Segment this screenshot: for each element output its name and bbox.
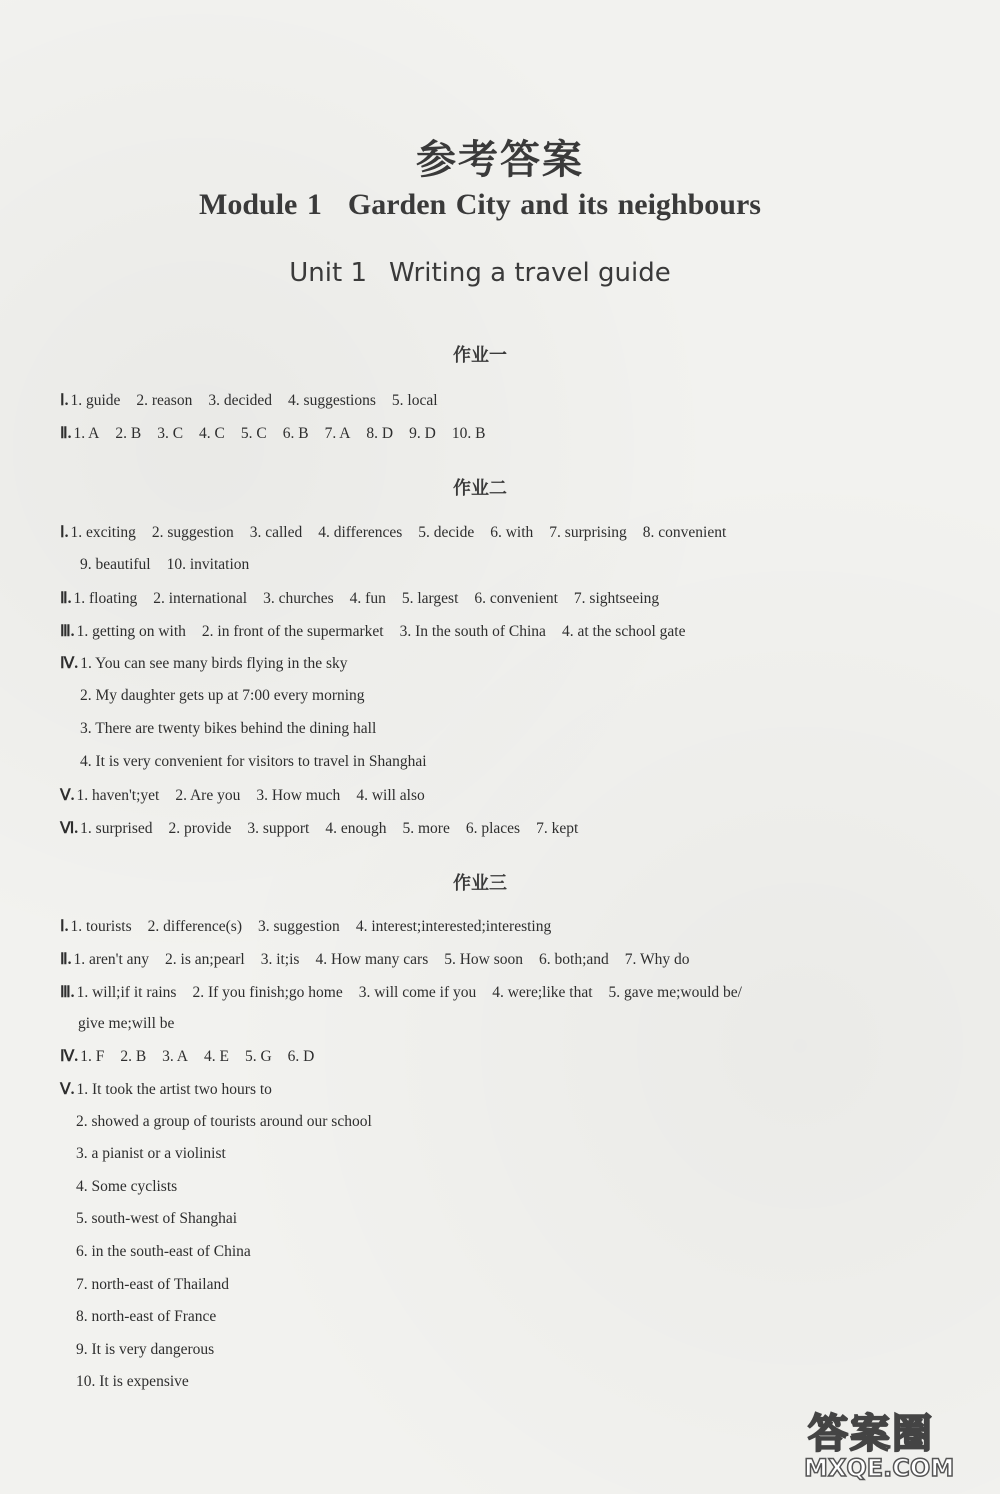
answer-item: 7. sightseeing [573, 590, 660, 607]
answer-item: 10. invitation [166, 556, 250, 573]
unit-label: Unit 1 [289, 258, 367, 288]
answer-row [80, 556, 265, 574]
answer-item: 10. B [451, 425, 486, 442]
answer-item: 1. will;if it rains [76, 984, 177, 1001]
answer-item: 3. called [249, 524, 303, 541]
answer-item: 2. is an;pearl [165, 951, 245, 968]
watermark-logo [800, 1402, 990, 1488]
answer-row [60, 950, 706, 969]
answer-row [60, 391, 454, 410]
watermark-chars: 答案圈 [808, 1411, 934, 1457]
answer-item: 3. churches [263, 590, 334, 607]
answer-item: 5. largest [401, 590, 459, 607]
answer-row [60, 424, 501, 443]
answer-row [60, 1080, 288, 1099]
roman-numeral: Ⅰ. [60, 918, 69, 935]
answer-item: 2. showed a group of tourists around our school [76, 1112, 372, 1130]
answer-item: 2. Are you [175, 787, 241, 804]
answer-item: 5. How soon [444, 951, 524, 968]
answer-item: 1. guide [70, 392, 121, 409]
answer-item: 1. aren't any [73, 951, 150, 968]
answer-row [80, 753, 443, 771]
answer-row [76, 1276, 245, 1294]
unit-name: Writing a travel guide [389, 258, 671, 288]
answer-row [80, 720, 392, 738]
answer-row [78, 1015, 190, 1033]
answer-item: 6. both;and [539, 951, 609, 968]
roman-numeral: Ⅰ. [60, 524, 69, 541]
answer-item: 1. You can see many birds flying in the sky [80, 655, 348, 672]
answer-row [60, 1047, 330, 1066]
answer-item: 2. B [115, 425, 142, 442]
roman-numeral: Ⅱ. [60, 425, 72, 442]
answer-item: 4. How many cars [315, 951, 429, 968]
answer-row [76, 1308, 232, 1326]
answer-row [60, 523, 742, 542]
answer-item: 3. suggestion [258, 918, 340, 935]
answer-item: 4. suggestions [288, 392, 376, 409]
answer-row [76, 1178, 193, 1196]
answer-item: 8. D [366, 425, 394, 442]
answer-row [60, 622, 701, 641]
answer-item: 6. D [287, 1048, 315, 1065]
answer-item: 8. convenient [642, 524, 727, 541]
answer-item: 1. tourists [70, 918, 132, 935]
answer-item: 5. gave me;would be/ [608, 984, 742, 1001]
answer-item: 1. floating [73, 590, 138, 607]
answer-item: 3. it;is [260, 951, 300, 968]
answer-item: 9. D [409, 425, 436, 442]
answer-item: 7. north-east of Thailand [76, 1275, 229, 1293]
answer-item: 6. with [490, 524, 534, 541]
module-name: Garden City and its neighbours [347, 188, 761, 221]
answer-row [60, 654, 364, 673]
answer-item: 1. haven't;yet [76, 787, 160, 804]
answer-item: 9. It is very dangerous [76, 1340, 215, 1358]
roman-numeral: Ⅴ. [60, 1081, 75, 1098]
answer-item: 9. beautiful [80, 556, 151, 573]
answer-item: 4. were;like that [492, 984, 593, 1001]
answer-item: 1. F [80, 1048, 105, 1065]
answer-item: 2. B [120, 1048, 147, 1065]
answer-item: 2. suggestion [151, 524, 234, 541]
watermark-url: MXQE.COM [804, 1454, 955, 1482]
roman-numeral: Ⅳ. [60, 1048, 79, 1065]
answer-item: 2. difference(s) [147, 918, 242, 935]
answer-item: 6. places [465, 820, 521, 837]
answer-item: 1. A [73, 425, 100, 442]
roman-numeral: Ⅴ. [60, 787, 75, 804]
answer-item: 3. will come if you [358, 984, 477, 1001]
answer-item: 4. Some cyclists [76, 1177, 178, 1195]
answer-item: 3. support [247, 820, 310, 837]
answer-item: give me;will be [78, 1015, 175, 1032]
answer-item: 2. provide [168, 820, 232, 837]
roman-numeral: Ⅵ. [60, 820, 79, 837]
answer-item: 3. C [157, 425, 184, 442]
answer-item: 7. Why do [624, 951, 690, 968]
answer-item: 5. more [402, 820, 450, 837]
answer-row [76, 1373, 205, 1391]
roman-numeral: Ⅰ. [60, 392, 69, 409]
page-title: 参考答案 [416, 137, 584, 183]
module-label: Module 1 [199, 188, 322, 221]
answer-item: 5. G [244, 1048, 272, 1065]
answer-item: 4. will also [356, 787, 425, 804]
answer-item: 2. If you finish;go home [192, 984, 343, 1001]
unit-title [0, 258, 960, 288]
answer-item: 3. In the south of China [399, 623, 546, 640]
answer-item: 4. fun [349, 590, 386, 607]
answer-row [76, 1145, 242, 1163]
answer-row [76, 1210, 253, 1228]
answer-item: 4. differences [318, 524, 403, 541]
answer-row [76, 1341, 230, 1359]
answer-item: 4. E [204, 1048, 229, 1065]
answer-item: 10. It is expensive [76, 1373, 189, 1391]
answer-item: 3. There are twenty bikes behind the dining hall [80, 720, 377, 737]
answer-row [60, 786, 441, 805]
section-heading-hw1: 作业一 [453, 345, 507, 366]
answer-row [80, 687, 381, 705]
answer-item: 2. in front of the supermarket [201, 623, 384, 640]
roman-numeral: Ⅳ. [60, 655, 79, 672]
section-heading-hw2: 作业二 [453, 478, 507, 499]
answer-item: 4. at the school gate [561, 623, 686, 640]
answer-item: 3. decided [208, 392, 273, 409]
answer-item: 7. surprising [549, 524, 627, 541]
answer-item: 4. enough [325, 820, 387, 837]
answer-row [60, 819, 594, 838]
answer-item: 1. getting on with [76, 623, 186, 640]
answer-item: 8. north-east of France [76, 1308, 217, 1326]
answer-item: 6. in the south-east of China [76, 1243, 251, 1260]
answer-item: 1. It took the artist two hours to [76, 1081, 272, 1098]
answer-item: 5. local [391, 392, 438, 409]
answer-item: 4. interest;interested;interesting [355, 918, 552, 935]
answer-row [60, 917, 567, 936]
answer-row [60, 589, 675, 608]
answer-item: 6. convenient [474, 590, 558, 607]
answer-item: 4. It is very convenient for visitors to travel in Shanghai [80, 753, 427, 770]
answer-item: 2. international [153, 590, 248, 607]
roman-numeral: Ⅱ. [60, 951, 72, 968]
answer-item: 5. C [240, 425, 267, 442]
roman-numeral: Ⅲ. [60, 984, 75, 1001]
answer-row [76, 1113, 388, 1131]
answer-item: 2. My daughter gets up at 7:00 every morning [80, 687, 365, 704]
answer-item: 1. surprised [80, 820, 153, 837]
answer-item: 6. B [282, 425, 309, 442]
answer-item: 3. a pianist or a violinist [76, 1145, 226, 1163]
answer-item: 4. C [199, 425, 225, 442]
roman-numeral: Ⅲ. [60, 623, 75, 640]
answer-item: 7. kept [536, 820, 579, 837]
roman-numeral: Ⅱ. [60, 590, 72, 607]
answer-item: 3. How much [256, 787, 341, 804]
answer-item: 3. A [162, 1048, 188, 1065]
answer-item: 1. exciting [70, 524, 136, 541]
answer-item: 5. decide [418, 524, 475, 541]
answer-item: 7. A [324, 425, 351, 442]
section-heading-hw3: 作业三 [453, 873, 507, 894]
answer-row [76, 1243, 267, 1261]
answer-item: 5. south-west of Shanghai [76, 1210, 238, 1228]
module-title [0, 188, 960, 222]
answer-row [60, 983, 758, 1002]
answer-item: 2. reason [136, 392, 193, 409]
